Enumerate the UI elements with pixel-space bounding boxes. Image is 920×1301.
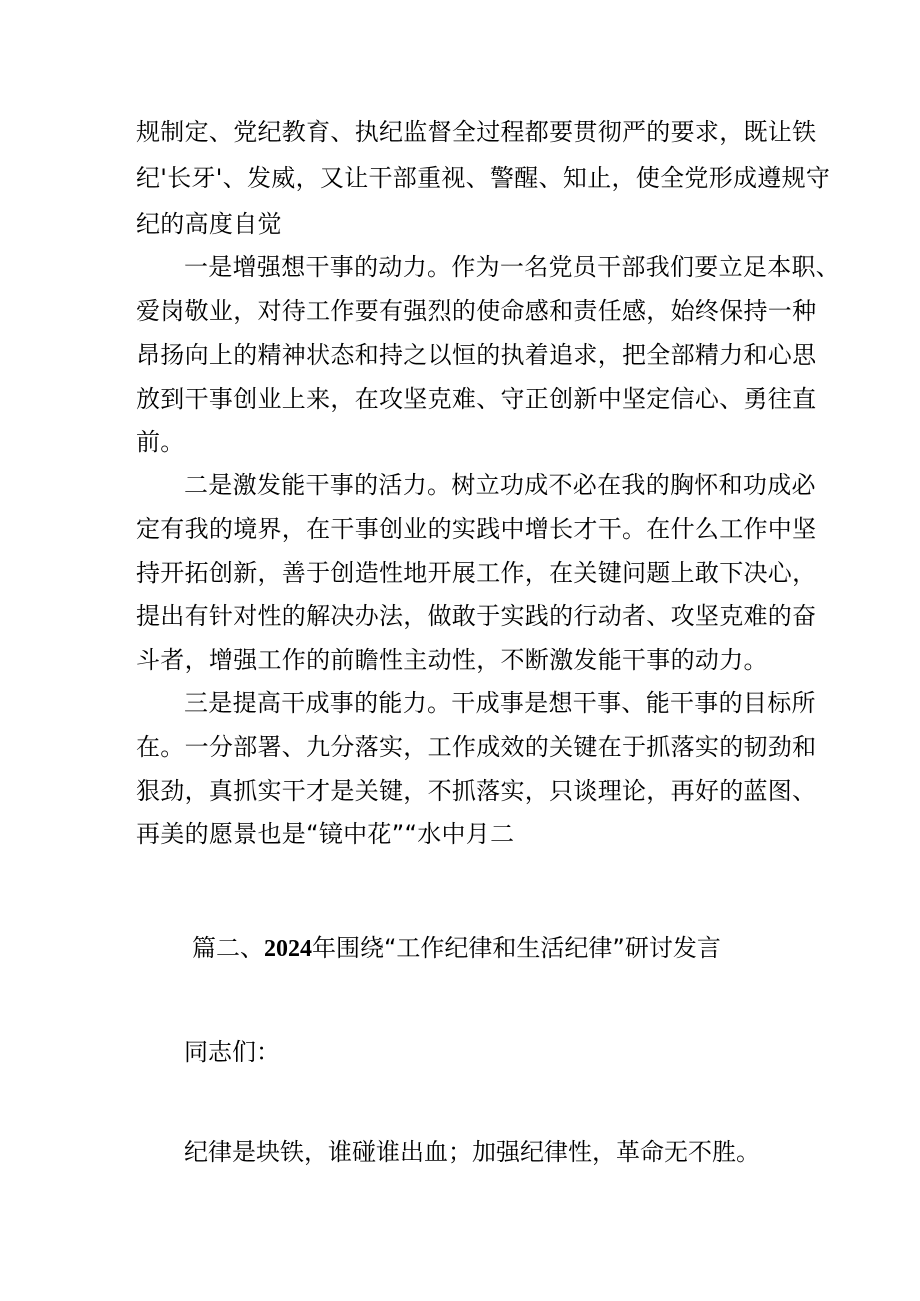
paragraph-line: 一是增强想干事的动力。作为一名党员干部我们要立足本职、 (184, 253, 841, 281)
paragraph-line: 三是提高干成事的能力。干成事是想干事、能干事的目标所 (184, 689, 816, 717)
paragraph-line: 斗者，增强工作的前瞻性主动性，不断激发能干事的动力。 (136, 646, 768, 674)
paragraph-line: 提出有针对性的解决办法，做敢于实践的行动者、攻坚克难的奋 (136, 602, 817, 630)
paragraph-line: 爱岗敬业，对待工作要有强烈的使命感和责任感，始终保持一种 (136, 297, 817, 325)
section-title: 年围绕“工作纪律和生活纪律”研讨发言 (312, 934, 721, 962)
paragraph-line: 前。 (136, 428, 185, 456)
paragraph-line: 纪的高度自觉 (136, 210, 282, 238)
paragraph-line: 规制定、党纪教育、执纪监督全过程都要贯彻严的要求，既让铁 (136, 118, 817, 146)
paragraph-line: 放到干事创业上来，在攻坚克难、守正创新中坚定信心、勇往直 (136, 385, 817, 413)
paragraph-line: 纪'长牙'、发威，又让干部重视、警醒、知止，使全党形成遵规守 (136, 164, 831, 192)
paragraph-line: 再美的愿景也是“镜中花”“水中月二 (136, 820, 515, 848)
section-prefix: 篇二、 (192, 934, 264, 962)
paragraph-line: 二是激发能干事的活力。树立功成不必在我的胸怀和功成必 (184, 471, 816, 499)
section-heading (192, 933, 721, 964)
paragraph-line: 昂扬向上的精神状态和持之以恒的执着追求，把全部精力和心思 (136, 341, 817, 369)
paragraph-line: 持开拓创新，善于创造性地开展工作，在关键问题上敢下决心， (136, 559, 817, 587)
section-year: 2024 (264, 936, 312, 962)
salutation: 同志们： (184, 1038, 280, 1066)
paragraph-line: 在。一分部署、九分落实，工作成效的关键在于抓落实的韧劲和 (136, 733, 817, 761)
opening-line: 纪律是块铁，谁碰谁出血；加强纪律性，革命无不胜。 (184, 1138, 760, 1166)
paragraph-line: 狠劲，真抓实干才是关键，不抓落实，只谈理论，再好的蓝图、 (136, 777, 817, 805)
paragraph-line: 定有我的境界，在干事创业的实践中增长才干。在什么工作中坚 (136, 515, 817, 543)
